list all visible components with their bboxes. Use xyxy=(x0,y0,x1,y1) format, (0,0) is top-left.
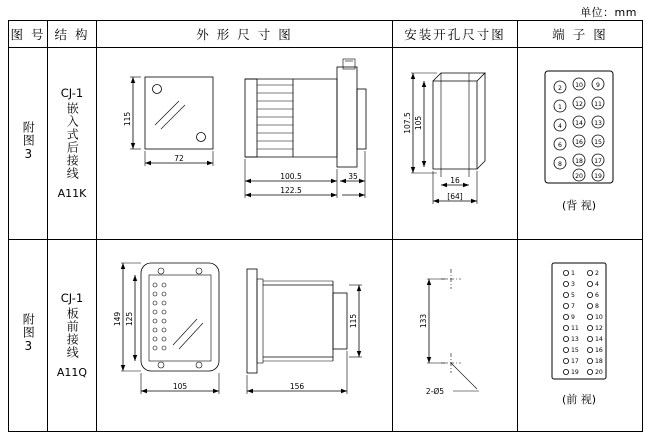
table-row xyxy=(9,240,643,432)
structure-model-1: CJ-1 xyxy=(60,86,84,100)
header-outline: 外 形 尺 寸 图 xyxy=(97,21,393,48)
terminal-pair-num-16: 16 xyxy=(595,346,603,354)
terminal-pair-num-1: 1 xyxy=(571,269,575,277)
mounting-drawing-1 xyxy=(393,49,515,239)
terminal-num-2: 2 xyxy=(558,84,562,92)
dim-115-row2: 115 xyxy=(349,313,358,328)
terminal-drawing-2 xyxy=(518,241,640,431)
terminal-num-20: 20 xyxy=(575,172,583,180)
cell-terminal-2 xyxy=(518,240,643,432)
terminal-num-17: 17 xyxy=(594,157,602,165)
dim-156-row2: 156 xyxy=(289,381,305,391)
terminal-num-10: 10 xyxy=(575,81,583,89)
terminal-num-18: 18 xyxy=(575,157,583,165)
header-mounting: 安装开孔尺寸图 xyxy=(393,21,518,48)
terminal-num-9: 9 xyxy=(596,81,600,89)
terminal-num-15: 15 xyxy=(594,138,602,146)
table-header xyxy=(9,21,643,48)
dim-107p5-row1: 107.5 xyxy=(403,111,412,134)
structure-code-1: A11K xyxy=(57,186,87,200)
table-row xyxy=(9,48,643,240)
terminal-pair-num-8: 8 xyxy=(595,302,599,310)
terminal-num-14: 14 xyxy=(575,119,583,127)
terminal-num-12: 12 xyxy=(575,100,583,108)
cell-outline-2 xyxy=(97,240,393,432)
dim-72-row1: 72 xyxy=(174,153,184,163)
terminal-pair-num-2: 2 xyxy=(595,269,599,277)
cell-mounting-1 xyxy=(393,48,518,240)
terminal-pair-num-3: 3 xyxy=(571,280,575,288)
dim-16-row1: 16 xyxy=(450,175,460,185)
terminal-pair-num-15: 15 xyxy=(571,346,579,354)
dim-105-row1: 105 xyxy=(414,115,423,130)
terminal-pair-num-18: 18 xyxy=(595,357,603,365)
terminal-pair-num-6: 6 xyxy=(595,291,599,299)
structure-desc-2: 板前接线 xyxy=(65,307,80,360)
terminal-pair-num-12: 12 xyxy=(595,324,603,332)
terminal-pair-num-4: 4 xyxy=(595,280,599,288)
dim-125-row2: 125 xyxy=(125,311,134,326)
terminal-caption-1: (背 视) xyxy=(561,198,597,212)
structure-code-2: A11Q xyxy=(56,365,88,379)
dim-133-row2: 133 xyxy=(419,313,428,328)
mounting-drawing-2 xyxy=(393,241,515,431)
cell-structure-1 xyxy=(48,48,97,240)
terminal-pair-num-10: 10 xyxy=(595,313,603,321)
terminal-num-13: 13 xyxy=(594,119,602,127)
terminal-num-1: 1 xyxy=(558,103,562,111)
dim-35-row1: 35 xyxy=(348,171,358,181)
cell-structure-2 xyxy=(48,240,97,432)
cell-fig-no-1 xyxy=(9,48,48,240)
terminal-num-11: 11 xyxy=(594,100,602,108)
dim-2xd5-row2: 2-Ø5 xyxy=(425,386,445,396)
header-fig-no: 图 号 xyxy=(9,21,48,48)
terminal-num-6: 6 xyxy=(558,141,562,149)
outline-drawing-2 xyxy=(97,241,390,431)
terminal-caption-2: (前 视) xyxy=(561,392,597,406)
table-header-row xyxy=(9,21,643,48)
dim-100p5-row1: 100.5 xyxy=(280,171,302,181)
terminal-num-4: 4 xyxy=(558,122,562,130)
dim-122p5-row1: 122.5 xyxy=(280,185,302,195)
terminal-num-16: 16 xyxy=(575,138,583,146)
dim-149-row2: 149 xyxy=(113,311,122,326)
terminal-pair-num-9: 9 xyxy=(571,313,575,321)
fig-no-label-1: 附图3 xyxy=(21,121,36,162)
cell-mounting-2 xyxy=(393,240,518,432)
terminal-pair-num-17: 17 xyxy=(571,357,579,365)
cell-terminal-1 xyxy=(518,48,643,240)
header-terminal: 端 子 图 xyxy=(518,21,643,48)
structure-desc-1: 嵌入式后接线 xyxy=(65,102,80,181)
terminal-num-19: 19 xyxy=(594,172,602,180)
fig-no-label-2: 附图3 xyxy=(21,313,36,354)
dim-64-row1: [64] xyxy=(447,191,463,201)
terminal-num-8: 8 xyxy=(558,160,562,168)
terminal-pair-num-11: 11 xyxy=(571,324,579,332)
terminal-drawing-1 xyxy=(518,49,640,239)
terminal-pair-num-14: 14 xyxy=(595,335,603,343)
terminal-pair-num-19: 19 xyxy=(571,368,579,376)
terminal-pair-num-20: 20 xyxy=(595,368,603,376)
specification-table xyxy=(8,20,643,432)
terminal-pair-num-5: 5 xyxy=(571,291,575,299)
table-body xyxy=(9,48,643,432)
dim-105-row2: 105 xyxy=(172,381,188,391)
outline-drawing-1 xyxy=(97,49,390,239)
header-structure: 结 构 xyxy=(48,21,97,48)
structure-model-2: CJ-1 xyxy=(60,291,84,305)
terminal-pair-num-13: 13 xyxy=(571,335,579,343)
terminal-pair-num-7: 7 xyxy=(571,302,575,310)
dim-115-row1: 115 xyxy=(123,111,132,126)
unit-note: 单位：mm xyxy=(580,6,637,19)
cell-outline-1 xyxy=(97,48,393,240)
cell-fig-no-2 xyxy=(9,240,48,432)
